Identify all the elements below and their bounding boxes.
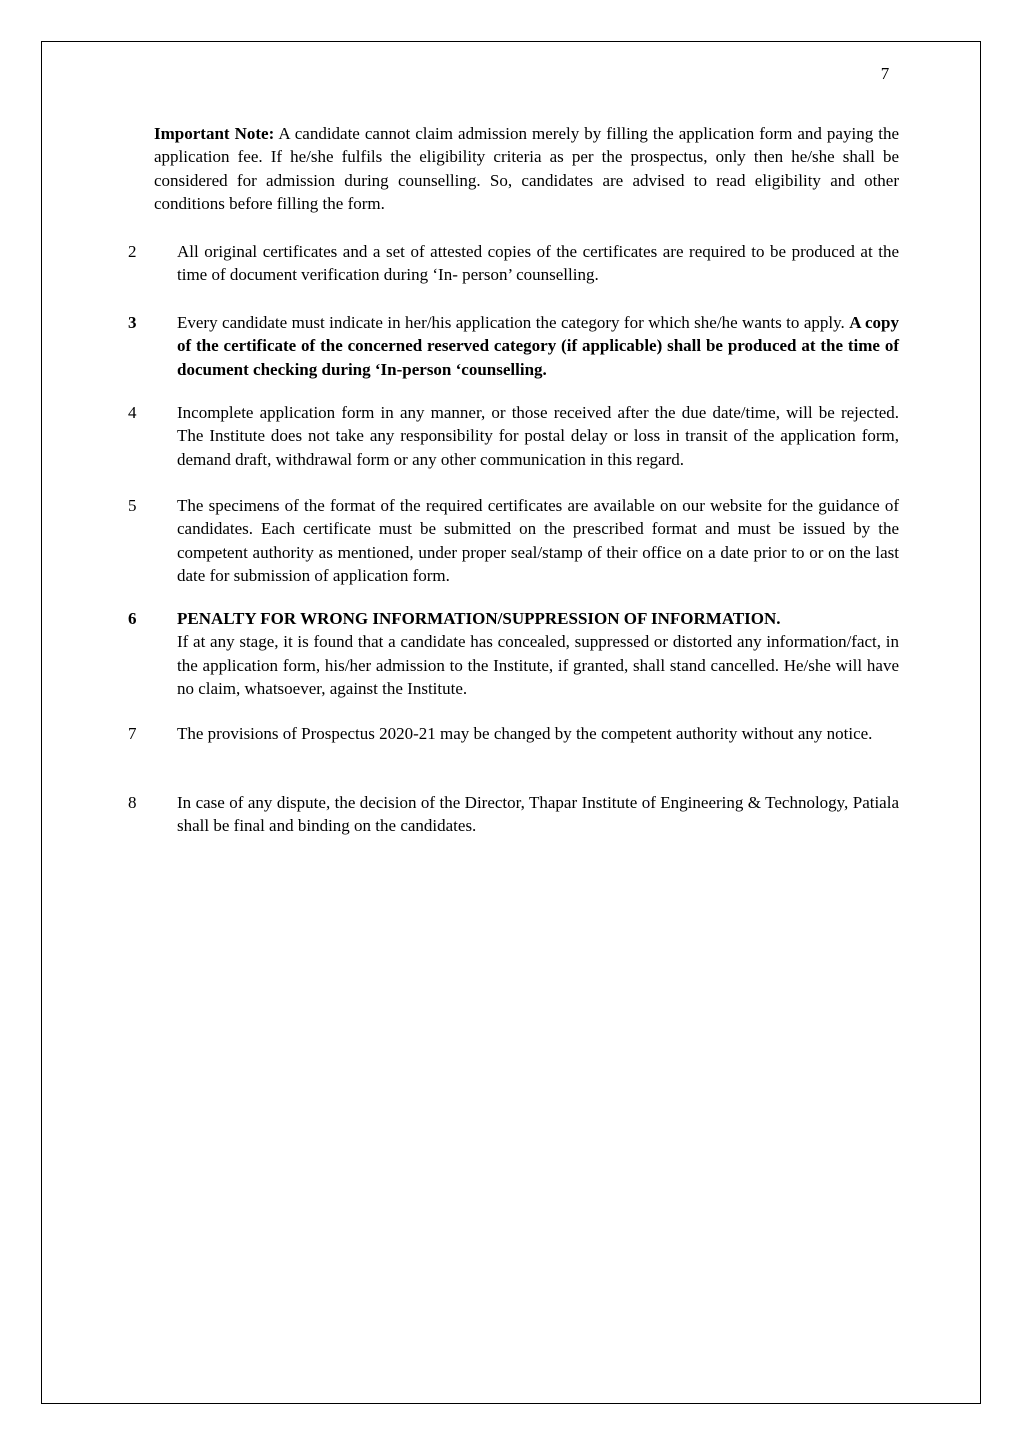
item-text: If at any stage, it is found that a candidate has concealed, suppressed or distorted any information/fact, in the application form, his/her admission to the Institute, if granted, shall stand cancelled. He/she will have no claim, whatsoever, against the Institute.: [177, 632, 899, 698]
list-item-6: [128, 607, 899, 700]
item-number: 7: [128, 724, 137, 743]
list-item-8: [128, 791, 899, 838]
item-number: 5: [128, 496, 137, 515]
item-body: [177, 607, 899, 700]
item-text: All original certificates and a set of attested copies of the certificates are required to be produced at the time of document verification during ‘In- person’ counselling.: [177, 242, 899, 285]
item-number: 6: [128, 609, 137, 628]
list-item-4: [128, 401, 899, 471]
list-item-2: [128, 240, 899, 287]
item-number: 3: [128, 313, 137, 332]
item-heading: PENALTY FOR WRONG INFORMATION/SUPPRESSION OF INFORMATION.: [177, 609, 781, 628]
list-item-5: [128, 494, 899, 587]
item-text: In case of any dispute, the decision of the Director, Thapar Institute of Engineering & Technology, Patiala shall be final and binding on the candidates.: [177, 793, 899, 836]
item-number: 2: [128, 242, 137, 261]
item-number: 8: [128, 793, 137, 812]
important-note: [154, 122, 899, 215]
list-item-7: [128, 722, 899, 745]
item-text: Every candidate must indicate in her/his application the category for which she/he wants to apply.: [177, 313, 850, 332]
item-text: The specimens of the format of the required certificates are available on our website for the guidance of candidates. Each certificate must be submitted on the prescribed format and must be issued by the competent authority as mentioned, under proper seal/stamp of their office on a date prior to or on the last date for submission of application form.: [177, 496, 899, 585]
item-text: Incomplete application form in any manner, or those received after the due date/time, will be rejected. The Institute does not take any responsibility for postal delay or loss in transit of the application form, demand draft, withdrawal form or any other communication in this regard.: [177, 403, 899, 469]
important-note-text: A candidate cannot claim admission merely by filling the application form and paying the application fee. If he/she fulfils the eligibility criteria as per the prospectus, only then he/she shall be considered for admission during counselling. So, candidates are advised to read eligibility and other conditions before filling the form.: [154, 124, 900, 213]
item-bold-text: A copy of the certificate of the concerned reserved category (if applicable) shall be produced at the time of document checking during ‘In-person ‘counselling.: [177, 313, 899, 379]
important-note-label: Important Note:: [154, 124, 275, 143]
item-text: The provisions of Prospectus 2020-21 may be changed by the competent authority without any notice.: [177, 724, 873, 743]
page-number: 7: [880, 64, 890, 83]
list-item-3: [128, 311, 899, 381]
item-body: [177, 311, 899, 381]
item-number: 4: [128, 403, 137, 422]
